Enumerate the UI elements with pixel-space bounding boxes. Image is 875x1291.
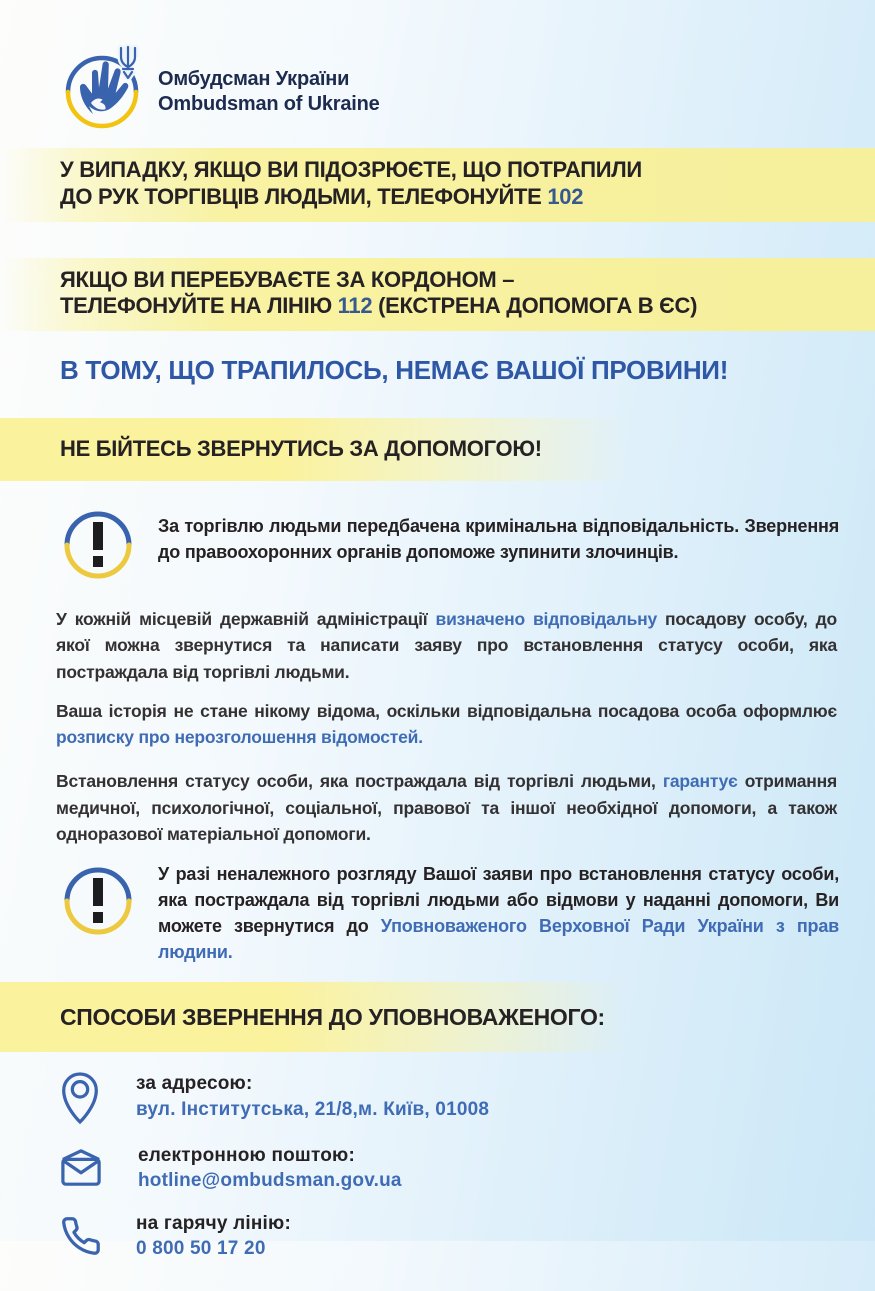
p2-text-a: Ваша історія не стане нікому відома, оскільки відповідальна посадова особа оформлює [56, 700, 837, 721]
p1-text-a: У кожній місцевій державній адміністрації [56, 609, 436, 630]
org-title-uk: Омбудсман України [158, 68, 350, 90]
banner-contact-ways-text: СПОСОБИ ЗВЕРНЕННЯ ДО УПОВНОВАЖЕНОГО: [60, 1003, 605, 1030]
paragraph-status-guarantee [56, 768, 837, 847]
poster-root [0, 50, 875, 1291]
contact-hotline-value: 0 800 50 17 20 [136, 1238, 266, 1260]
banner-call-112 [0, 258, 875, 332]
banner-call-112-pre: ТЕЛЕФОНУЙТЕ НА ЛІНІЮ [60, 293, 338, 319]
emergency-number-112: 112 [337, 293, 373, 319]
contact-hotline-text [136, 1211, 291, 1262]
contact-email-value: hotline@ombudsman.gov.ua [138, 1170, 402, 1192]
contact-hotline-label: на гарячу лінію: [136, 1212, 291, 1234]
banner-call-102-text: ДО РУК ТОРГІВЦІВ ЛЮДЬМИ, ТЕЛЕФОНУЙТЕ [60, 183, 548, 209]
exclamation-icon [60, 863, 136, 944]
org-title-en: Ombudsman of Ukraine [158, 93, 380, 115]
banner-call-102-line2 [60, 184, 845, 211]
banner-call-112-line2 [60, 293, 845, 320]
p3-text-a: Встановлення статусу особи, яка постраждала від торгівлі людьми, [56, 771, 663, 792]
location-pin-icon [56, 1068, 104, 1126]
banner-call-102-line1: У ВИПАДКУ, ЯКЩО ВИ ПІДОЗРЮЄТЕ, ЩО ПОТРАПИЛИ [60, 157, 642, 182]
warning-appeal-text [158, 861, 839, 965]
banner-dont-fear-text: НЕ БІЙТЕСЬ ЗВЕРНУТИСЬ ЗА ДОПОМОГОЮ! [60, 436, 542, 462]
banner-call-112-post: (ЕКСТРЕНА ДОПОМОГА В ЄС) [372, 293, 698, 319]
banner-dont-fear [0, 418, 875, 481]
headline-no-fault: В ТОМУ, ЩО ТРАПИЛОСЬ, НЕМАЄ ВАШОЇ ПРОВИНИ! [60, 355, 729, 386]
paragraph-confidentiality [56, 698, 837, 751]
p2-highlight: розписку про нерозголошення відомостей. [56, 727, 423, 748]
warning-appeal-ombudsman [60, 861, 839, 965]
org-title [158, 67, 380, 117]
contact-email-label: електронною поштою: [138, 1144, 355, 1166]
paragraph-local-administration [56, 606, 837, 685]
ombudsman-logo [60, 50, 144, 134]
p1-highlight: визначено відповідальну [435, 609, 658, 630]
exclamation-icon [60, 507, 136, 588]
banner-contact-ways [0, 982, 875, 1052]
p3-text-c: отримання медичної, психологічної, соціальної, правової та іншої необхідної допомоги, а також одноразової матеріальної допомоги. [56, 771, 838, 844]
phone-icon [56, 1213, 104, 1259]
contact-email-text [138, 1143, 402, 1194]
contact-hotline [56, 1211, 875, 1262]
contact-address-value: вул. Інститутська, 21/8,м. Київ, 01008 [136, 1098, 490, 1120]
warning-criminal-text: За торгівлю людьми передбачена кримінальна відповідальність. Звернення до правоохоронних органів допоможе зупинити злочинців. [158, 516, 839, 563]
emergency-number-102: 102 [547, 183, 584, 209]
p3-highlight: гарантує [662, 771, 738, 792]
contacts-section [56, 1068, 875, 1263]
appeal-text: У разі неналежного розгляду Вашої заяви про встановлення статусу особи, яка постраждала від торгівлі людьми або відмови у наданні допомоги, Ви можете звернутися до [158, 864, 839, 937]
envelope-icon [56, 1148, 106, 1188]
banner-call-112-line1: ЯКЩО ВИ ПЕРЕБУВАЄТЕ ЗА КОРДОНОМ – [60, 266, 515, 292]
trident-icon [114, 44, 142, 80]
contact-address [56, 1068, 875, 1126]
header [60, 50, 875, 134]
warning-criminal-liability [60, 505, 839, 588]
contact-email [56, 1143, 875, 1194]
banner-call-102 [0, 148, 875, 222]
appeal-ombudsman-link: Уповноваженого Верховної Ради України з прав людини. [158, 916, 839, 963]
p1-text-c: посадову особу, до якої можна звернутися та написати заяву про встановлення статусу особи, яка постраждала від торгівлі людьми. [56, 609, 837, 682]
contact-address-text [136, 1071, 489, 1122]
contact-address-label: за адресою: [136, 1072, 253, 1094]
